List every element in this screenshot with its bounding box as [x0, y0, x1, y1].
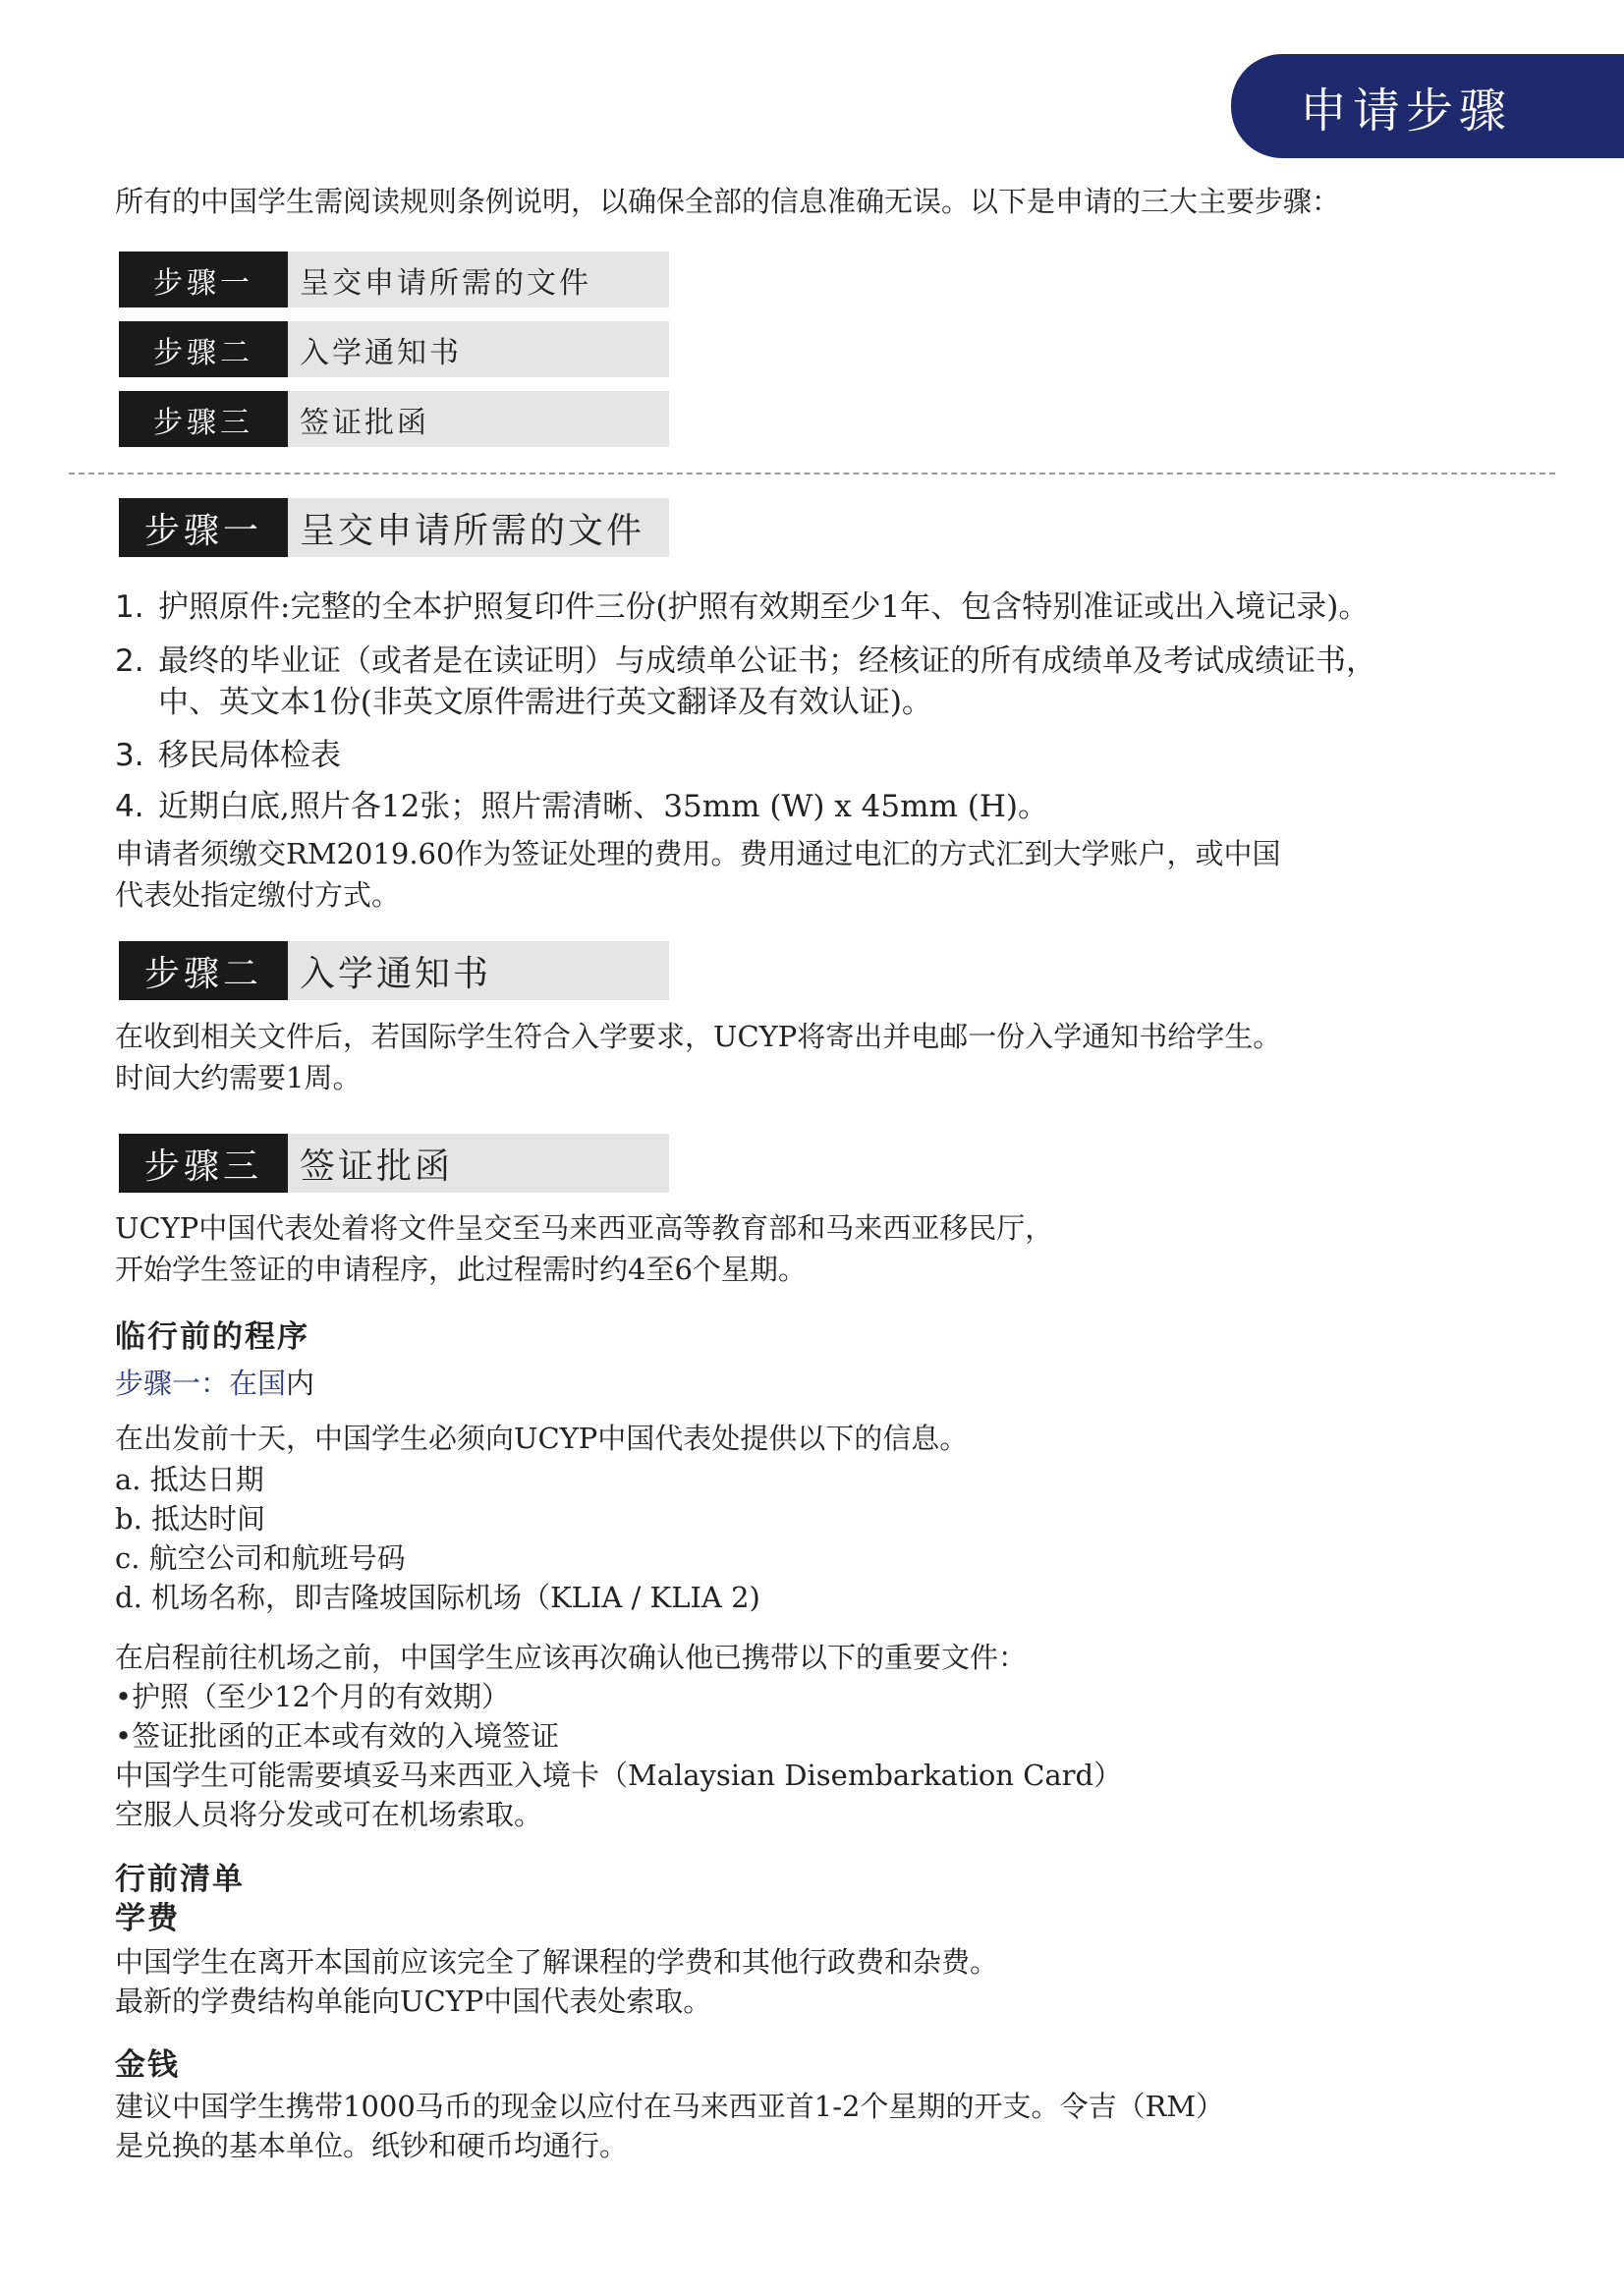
step-label: 步骤二	[119, 321, 288, 377]
list-item	[115, 786, 1048, 827]
item-text: 中、英文本1份(非英文原件需进行英文翻译及有效认证)。	[158, 685, 932, 720]
item-text: 近期白底,照片各12张；照片需清晰、35mm (W) x 45mm (H)。	[158, 789, 1048, 824]
doc-item: •护照（至少12个月的有效期）	[115, 1680, 511, 1713]
sub-suffix: 内	[286, 1367, 315, 1400]
section-header-tab	[1231, 54, 1624, 158]
fees-heading: 学费	[115, 1901, 180, 1936]
step-title: 入学通知书	[288, 941, 669, 1000]
step-text: 入学通知书	[288, 321, 669, 377]
list-item: b. 抵达时间	[115, 1502, 266, 1536]
step-label: 步骤一	[119, 498, 288, 557]
item-text: 移民局体检表	[158, 738, 341, 773]
item-number: 2.	[115, 643, 144, 679]
step-label: 步骤一	[119, 252, 288, 307]
item-number: 3.	[115, 738, 144, 773]
step-text: 呈交申请所需的文件	[288, 252, 669, 307]
fees-text-line2: 最新的学费结构单能向UCYP中国代表处索取。	[115, 1985, 712, 2018]
checklist-heading: 行前清单	[115, 1862, 245, 1897]
item-text: 最终的毕业证（或者是在读证明）与成绩单公证书；经核证的所有成绩单及考试成绩证书，	[158, 643, 1376, 679]
step3-text-line2: 开始学生签证的申请程序，此过程需时约4至6个星期。	[115, 1253, 807, 1286]
section-title: 申请步骤	[1300, 83, 1513, 139]
list-item-continuation	[158, 682, 932, 723]
doc-item: •签证批函的正本或有效的入境签证	[115, 1719, 560, 1753]
item-number: 1.	[115, 589, 144, 625]
sub-highlight: 在国	[229, 1367, 287, 1400]
item-text: 护照原件:完整的全本护照复印件三份(护照有效期至少1年、包含特别准证或出入境记录)。	[158, 589, 1370, 625]
step2-text-line2: 时间大约需要1周。	[115, 1061, 362, 1094]
summary-step-3	[119, 391, 669, 447]
predeparture-intro: 在出发前十天，中国学生必须向UCYP中国代表处提供以下的信息。	[115, 1422, 969, 1455]
step-label: 步骤二	[119, 941, 288, 1000]
step3-text-line1: UCYP中国代表处着将文件呈交至马来西亚高等教育部和马来西亚移民厅，	[115, 1211, 1054, 1245]
intro-text: 所有的中国学生需阅读规则条例说明，以确保全部的信息准确无误。以下是申请的三大主要步骤：	[115, 185, 1341, 218]
money-heading: 金钱	[115, 2047, 180, 2083]
fee-text-line1: 申请者须缴交RM2019.60作为签证处理的费用。费用通过电汇的方式汇到大学账户，或中国	[115, 837, 1281, 870]
step1-header	[119, 498, 669, 557]
step-label: 步骤三	[119, 1134, 288, 1193]
predeparture-subheading	[115, 1364, 314, 1404]
list-item	[115, 735, 341, 776]
step-label: 步骤三	[119, 391, 288, 447]
list-item: d. 机场名称，即吉隆坡国际机场（KLIA / KLIA 2)	[115, 1581, 760, 1614]
sub-prefix: 步骤一：	[115, 1367, 230, 1400]
docs-intro: 在启程前往机场之前，中国学生应该再次确认他已携带以下的重要文件：	[115, 1641, 1028, 1674]
fees-text-line1: 中国学生在离开本国前应该完全了解课程的学费和其他行政费和杂费。	[115, 1945, 999, 1979]
dashed-divider	[69, 473, 1555, 475]
step-title: 呈交申请所需的文件	[288, 498, 669, 557]
step-text: 签证批函	[288, 391, 669, 447]
money-text-line1: 建议中国学生携带1000马币的现金以应付在马来西亚首1-2个星期的开支。令吉（RM）	[115, 2090, 1225, 2123]
step2-header	[119, 941, 669, 1000]
fee-text-line2: 代表处指定缴付方式。	[115, 878, 401, 912]
list-item	[115, 641, 1376, 682]
card-text-line2: 空服人员将分发或可在机场索取。	[115, 1798, 543, 1831]
step2-text-line1: 在收到相关文件后，若国际学生符合入学要求，UCYP将寄出并电邮一份入学通知书给学生。	[115, 1020, 1282, 1053]
money-text-line2: 是兑换的基本单位。纸钞和硬币均通行。	[115, 2129, 629, 2162]
step3-header	[119, 1134, 669, 1193]
step-title: 签证批函	[288, 1134, 669, 1193]
summary-step-2	[119, 321, 669, 377]
predeparture-heading: 临行前的程序	[115, 1319, 309, 1355]
card-text-line1: 中国学生可能需要填妥马来西亚入境卡（Malaysian Disembarkation Card）	[115, 1759, 1123, 1792]
list-item	[115, 587, 1369, 628]
item-number: 4.	[115, 789, 144, 824]
list-item: a. 抵达日期	[115, 1463, 264, 1496]
summary-step-1	[119, 252, 669, 307]
list-item: c. 航空公司和航班号码	[115, 1541, 406, 1575]
